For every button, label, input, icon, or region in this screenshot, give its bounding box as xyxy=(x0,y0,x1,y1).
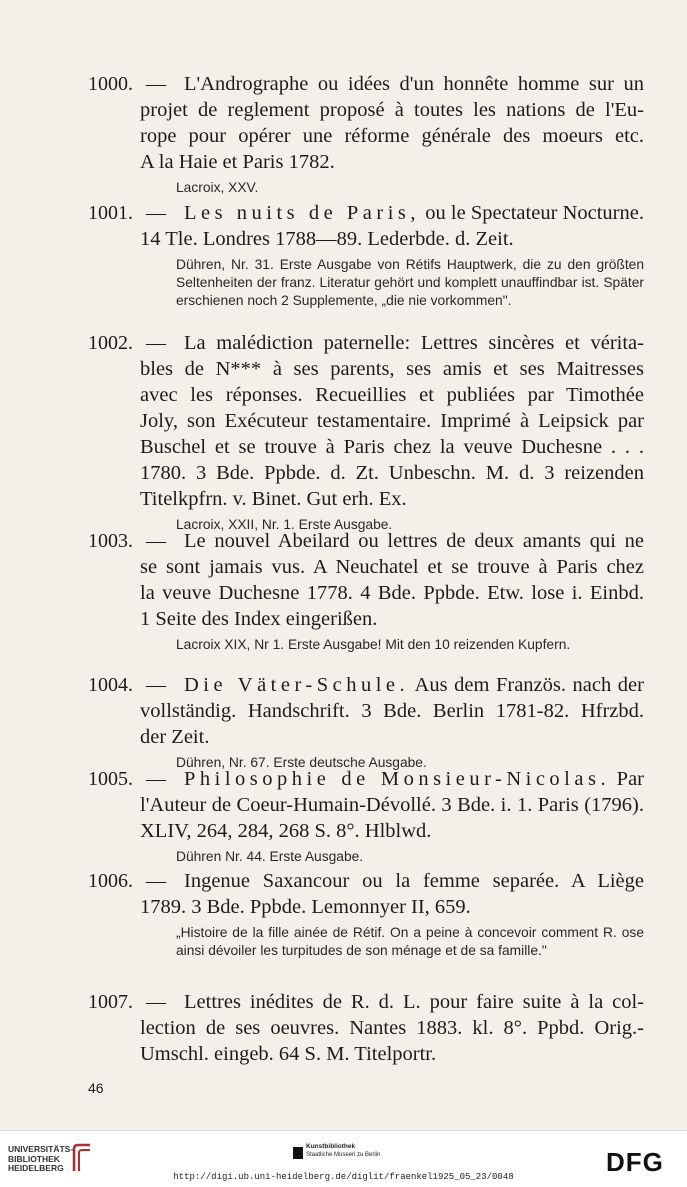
entry-dash: — xyxy=(146,73,166,95)
entry-number: 1002. xyxy=(88,332,133,354)
kb-name: Kunstbibliothek xyxy=(306,1143,356,1150)
entry-1005 xyxy=(88,766,644,866)
entry-line: Buschel et se trouve à Paris chez la veuve Duchesne . . . xyxy=(140,436,644,458)
entry-1007 xyxy=(88,989,644,1067)
entry-number: 1004. xyxy=(88,674,133,696)
entry-title: Philosophie de Monsieur-Nicolas. xyxy=(184,768,611,790)
entry-dash: — xyxy=(146,202,166,224)
entry-dash: — xyxy=(146,768,166,790)
entry-line: l'Auteur de Coeur-Humain-Dévollé. 3 Bde. i. 1. Paris (1796). xyxy=(140,794,644,816)
entry-line: Le nouvel Abeilard ou lettres de deux amants qui ne xyxy=(184,530,644,552)
ub-heidelberg-label[interactable] xyxy=(8,1145,73,1174)
kb-subtitle: Staatliche Museen zu Berlin xyxy=(306,1152,381,1158)
entry-text xyxy=(88,330,644,512)
entry-number: 1006. xyxy=(88,870,133,892)
library-line: HEIDELBERG xyxy=(8,1163,64,1173)
entry-line: der Zeit. xyxy=(140,726,210,748)
entry-line xyxy=(88,200,644,226)
library-line: BIBLIOTHEK xyxy=(8,1153,60,1164)
entry-line: lection de ses oeuvres. Nantes 1883. kl. 8°. Ppbd. Orig.- xyxy=(140,1017,644,1039)
entry-note: „Histoire de la fille ainée de Rétif. On a peine à concevoir comment R. ose ainsi dévoiler les turpitudes de son ménage et de sa famille." xyxy=(176,925,644,958)
entry-line xyxy=(88,766,644,792)
viewer-footer xyxy=(0,1130,687,1187)
entry-line: XLIV, 264, 284, 268 S. 8°. Hlblwd. xyxy=(140,820,432,842)
entry-line-rest: Aus dem Französ. nach der xyxy=(409,674,644,696)
entry-line: Titelkpfrn. v. Binet. Gut erh. Ex. xyxy=(140,488,407,510)
entry-text xyxy=(88,766,644,844)
entry-line: projet de reglement proposé à toutes les nations de l'Eu- xyxy=(140,99,644,121)
entry-number: 1001. xyxy=(88,202,133,224)
entry-line: 1 Seite des Index eingerißen. xyxy=(140,608,378,630)
entry-note: Lacroix, XXV. xyxy=(176,180,259,195)
entry-text xyxy=(88,989,644,1067)
entry-text xyxy=(88,200,644,252)
entry-line: Lettres inédites de R. d. L. pour faire suite à la col- xyxy=(184,991,644,1013)
entry-line xyxy=(88,672,644,698)
dfg-logo[interactable]: DFG xyxy=(606,1147,664,1177)
entry-title: Die Väter-Schule. xyxy=(184,674,410,696)
entry-line: avec les réponses. Recueillies et publiées par Timothée xyxy=(140,384,644,406)
entry-line: Ingenue Saxancour ou la femme separée. A Liège xyxy=(184,870,644,892)
entry-1003 xyxy=(88,528,644,654)
entry-dash: — xyxy=(146,674,166,696)
entry-line: rope pour opérer une réforme générale des moeurs etc. xyxy=(140,125,644,147)
entry-text xyxy=(88,868,644,920)
library-line: UNIVERSITÄTS- xyxy=(8,1144,74,1154)
page-number: 46 xyxy=(88,1080,104,1096)
entry-dash: — xyxy=(146,870,166,892)
entry-dash: — xyxy=(146,332,166,354)
entry-title: Les nuits de Paris, xyxy=(184,202,421,224)
entry-line: 14 Tle. Londres 1788—89. Lederbde. d. Zeit. xyxy=(140,228,514,250)
entry-text xyxy=(88,528,644,632)
entry-number: 1003. xyxy=(88,530,133,552)
entry-dash: — xyxy=(146,991,166,1013)
entry-note: Lacroix, XXII, Nr. 1. Erste Ausgabe. xyxy=(176,517,393,532)
permalink-url[interactable]: http://digi.ub.uni-heidelberg.de/diglit/fraenkel1925_05_23/0048 xyxy=(173,1172,514,1182)
entry-1001 xyxy=(88,200,644,310)
entry-note: Dühren, Nr. 31. Erste Ausgabe von Rétifs Hauptwerk, die zu den größten Seltenheiten der franz. Literatur gehört und komplett unauffindbar ist. Später erschienen noch 2 Supplemente, „die nie vorkommen". xyxy=(176,257,644,308)
entry-note: Dühren Nr. 44. Erste Ausgabe. xyxy=(176,849,364,864)
ub-heidelberg-logo-icon[interactable] xyxy=(70,1143,94,1173)
entry-line: 1789. 3 Bde. Ppbde. Lemonnyer II, 659. xyxy=(140,896,471,918)
entry-line: bles de N*** à ses parents, ses amis et ses Maitresses xyxy=(140,358,644,380)
entry-text xyxy=(88,672,644,750)
entry-line: la veuve Duchesne 1778. 4 Bde. Ppbde. Etw. lose i. Einbd. xyxy=(140,582,644,604)
entry-number: 1005. xyxy=(88,768,133,790)
entry-1002 xyxy=(88,330,644,534)
entry-line-rest: ou le Spectateur Nocturne. xyxy=(420,202,644,224)
entry-line: A la Haie et Paris 1782. xyxy=(140,151,335,173)
entry-1006 xyxy=(88,868,644,960)
entry-text xyxy=(88,71,644,175)
entry-dash: — xyxy=(146,530,166,552)
entry-line: Umschl. eingeb. 64 S. M. Titelportr. xyxy=(140,1043,437,1065)
entry-line-rest: Par xyxy=(610,768,645,790)
entry-line: L'Andrographe ou idées d'un honnête homme sur un xyxy=(184,73,644,95)
entry-1000 xyxy=(88,71,644,197)
entry-line: Joly, son Exécuteur testamentaire. Imprimé à Leipsick par xyxy=(140,410,644,432)
entry-line: se sont jamais vus. A Neuchatel et se trouve à Paris chez xyxy=(140,556,644,578)
entry-line: 1780. 3 Bde. Ppbde. d. Zt. Unbeschn. M. d. 3 reizenden xyxy=(140,462,644,484)
entry-note: Dühren, Nr. 67. Erste deutsche Ausgabe. xyxy=(176,755,427,770)
entry-note: Lacroix XIX, Nr 1. Erste Ausgabe! Mit den 10 reizenden Kupfern. xyxy=(176,637,571,652)
entry-number: 1000. xyxy=(88,73,133,95)
kunstbibliothek-logo-icon[interactable] xyxy=(293,1147,303,1159)
entry-1004 xyxy=(88,672,644,772)
entry-line: La malédiction paternelle: Lettres sincères et vérita- xyxy=(184,332,644,354)
entry-number: 1007. xyxy=(88,991,133,1013)
entry-line: vollständig. Handschrift. 3 Bde. Berlin 1781-82. Hfrzbd. xyxy=(140,700,644,722)
